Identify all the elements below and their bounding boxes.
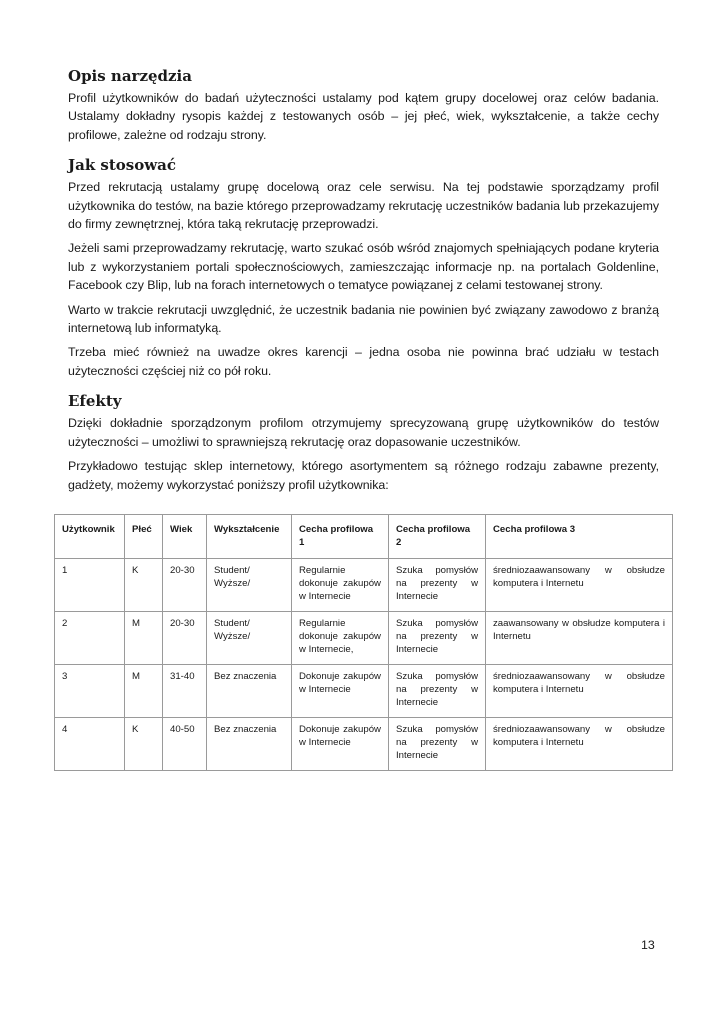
table-cell: 3: [55, 665, 125, 718]
table-cell: 20-30: [163, 559, 207, 612]
table-cell: Dokonuje zakupów w Internecie: [292, 665, 389, 718]
table-cell: 4: [55, 718, 125, 771]
table-header-row: [55, 515, 673, 559]
paragraph: Trzeba mieć również na uwadze okres karencji – jedna osoba nie powinna brać udziału w testach użyteczności częściej niż co pół roku.: [68, 345, 659, 378]
table-cell: K: [125, 718, 163, 771]
section-heading-efekty: Efekty: [68, 392, 122, 411]
paragraph: Przed rekrutacją ustalamy grupę docelową oraz cele serwisu. Na tej podstawie sporządzamy profil użytkownika do testów, na bazie którego przeprowadzamy rekrutację uczestników badania lub przekazujemy do firmy zewnętrznej, która taką rekrutację przeprowadzi.: [68, 180, 659, 232]
table-cell: 20-30: [163, 612, 207, 665]
page-number: 13: [641, 938, 655, 952]
table-header-cell: Cecha profilowa 1: [292, 515, 389, 559]
table-header-cell: Użytkownik: [55, 515, 125, 559]
table-cell: średniozaawansowany w obsłudze komputera i Internetu: [486, 718, 673, 771]
table-row: [55, 718, 673, 771]
table-cell: średniozaawansowany w obsłudze komputera i Internetu: [486, 559, 673, 612]
table-header-cell: Wykształcenie: [207, 515, 292, 559]
table-row: [55, 559, 673, 612]
user-profile-table: [54, 514, 673, 771]
table-header-cell: Cecha profilowa 3: [486, 515, 673, 559]
table-cell: Dokonuje zakupów w Internecie: [292, 718, 389, 771]
paragraph: Jeżeli sami przeprowadzamy rekrutację, warto szukać osób wśród znajomych spełniających podane kryteria lub z wykorzystaniem portali społecznościowych, zamieszczając informacje np. na portalach Goldenline, Facebook czy Blip, lub na forach internetowych o tematyce powiązanej z celami testowanej strony.: [68, 241, 659, 293]
table-cell: Regularnie dokonuje zakupów w Internecie: [292, 559, 389, 612]
table-cell: K: [125, 559, 163, 612]
table-cell: Student/ Wyższe/: [207, 559, 292, 612]
table-row: [55, 665, 673, 718]
paragraph: Przykładowo testując sklep internetowy, którego asortymentem są różnego rodzaju zabawne prezenty, gadżety, możemy wykorzystać poniższy profil użytkownika:: [68, 459, 659, 492]
table-cell: Szuka pomysłów na prezenty w Internecie: [389, 665, 486, 718]
section-heading-jak-stosowac: Jak stosować: [68, 156, 177, 175]
section-heading-opis: Opis narzędzia: [68, 67, 192, 85]
table-row: [55, 612, 673, 665]
paragraph: Profil użytkowników do badań użyteczności ustalamy pod kątem grupy docelowej oraz celów badania. Ustalamy dokładny rysopis każdej z testowanych osób – jej płeć, wiek, wykształcenie, a także cechy profilowe, zależne od rodzaju strony.: [68, 91, 659, 142]
table-cell: M: [125, 612, 163, 665]
table-cell: Student/ Wyższe/: [207, 612, 292, 665]
table-header-cell: Cecha profilowa 2: [389, 515, 486, 559]
table-cell: Regularnie dokonuje zakupów w Internecie,: [292, 612, 389, 665]
paragraph: Warto w trakcie rekrutacji uwzględnić, że uczestnik badania nie powinien być związany zawodowo z branżą internetową lub informatyką.: [68, 302, 659, 336]
table-cell: 31-40: [163, 665, 207, 718]
table-cell: Bez znaczenia: [207, 665, 292, 718]
table-header-cell: Płeć: [125, 515, 163, 559]
paragraph: Dzięki dokładnie sporządzonym profilom otrzymujemy sprecyzowaną grupę użytkowników do testów użyteczności – umożliwi to sprawniejszą rekrutację oraz dopasowanie uczestników.: [68, 416, 659, 449]
table-cell: Szuka pomysłów na prezenty w Internecie: [389, 718, 486, 771]
table-cell: 40-50: [163, 718, 207, 771]
table-cell: Szuka pomysłów na prezenty w Internecie: [389, 559, 486, 612]
table-cell: Bez znaczenia: [207, 718, 292, 771]
table-cell: zaawansowany w obsłudze komputera i Internetu: [486, 612, 673, 665]
document-body: [68, 66, 659, 500]
table-cell: Szuka pomysłów na prezenty w Internecie: [389, 612, 486, 665]
table-cell: M: [125, 665, 163, 718]
table-cell: 2: [55, 612, 125, 665]
table-cell: 1: [55, 559, 125, 612]
table-cell: średniozaawansowany w obsłudze komputera i Internetu: [486, 665, 673, 718]
table-header-cell: Wiek: [163, 515, 207, 559]
